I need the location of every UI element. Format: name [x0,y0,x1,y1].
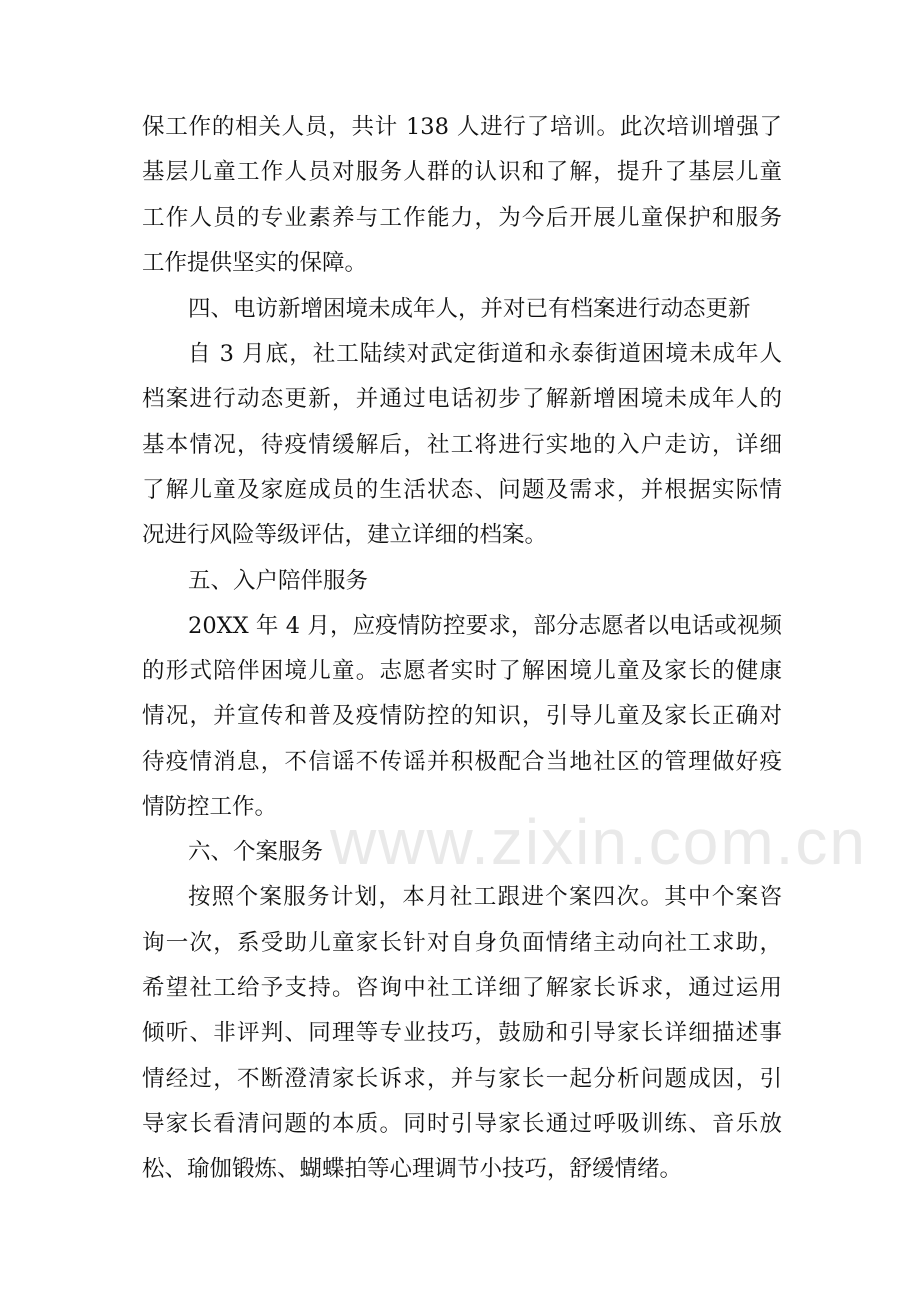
section-heading: 四、电访新增困境未成年人，并对已有档案进行动态更新 [188,296,751,322]
text-line: 档案进行动态更新，并通过电话初步了解新增困境未成年人的 [142,386,782,412]
text-line: 的形式陪伴困境儿童。志愿者实时了解困境儿童及家长的健康 [142,658,782,684]
text-line: 自 3 月底，社工陆续对武定街道和永泰街道困境未成年人 [188,341,782,367]
text-line: 情防控工作。 [142,794,278,820]
text-line: 工作提供坚实的保障。 [142,250,368,276]
text-line: 况进行风险等级评估，建立详细的档案。 [142,522,548,548]
section-heading: 六、个案服务 [188,839,324,865]
text-line: 情况，并宣传和普及疫情防控的知识，引导儿童及家长正确对 [142,703,782,729]
text-line: 希望社工给予支持。咨询中社工详细了解家长诉求，通过运用 [142,975,782,1001]
watermark: www.zixin.com.cn [330,806,867,878]
text-line: 保工作的相关人员，共计 138 人进行了培训。此次培训增强了 [142,114,782,140]
section-heading: 五、入户陪伴服务 [188,568,369,594]
text-line: 导家长看清问题的本质。同时引导家长通过呼吸训练、音乐放 [142,1111,782,1137]
text-line: 了解儿童及家庭成员的生活状态、问题及需求，并根据实际情 [142,477,782,503]
text-line: 按照个案服务计划，本月社工跟进个案四次。其中个案咨 [188,884,782,910]
text-line: 情经过，不断澄清家长诉求，并与家长一起分析问题成因，引 [142,1066,782,1092]
text-line: 基层儿童工作人员对服务人群的认识和了解，提升了基层儿童 [142,159,782,185]
text-line: 待疫情消息，不信谣不传谣并积极配合当地社区的管理做好疫 [142,749,782,775]
text-line: 基本情况，待疫情缓解后，社工将进行实地的入户走访，详细 [142,432,782,458]
text-line: 松、瑜伽锻炼、蝴蝶拍等心理调节小技巧，舒缓情绪。 [142,1156,683,1182]
text-line: 倾听、非评判、同理等专业技巧，鼓励和引导家长详细描述事 [142,1020,782,1046]
text-line: 工作人员的专业素养与工作能力，为今后开展儿童保护和服务 [142,205,782,231]
text-line: 询一次，系受助儿童家长针对自身负面情绪主动向社工求助， [142,930,782,956]
text-line: 20XX 年 4 月，应疫情防控要求，部分志愿者以电话或视频 [188,613,782,639]
